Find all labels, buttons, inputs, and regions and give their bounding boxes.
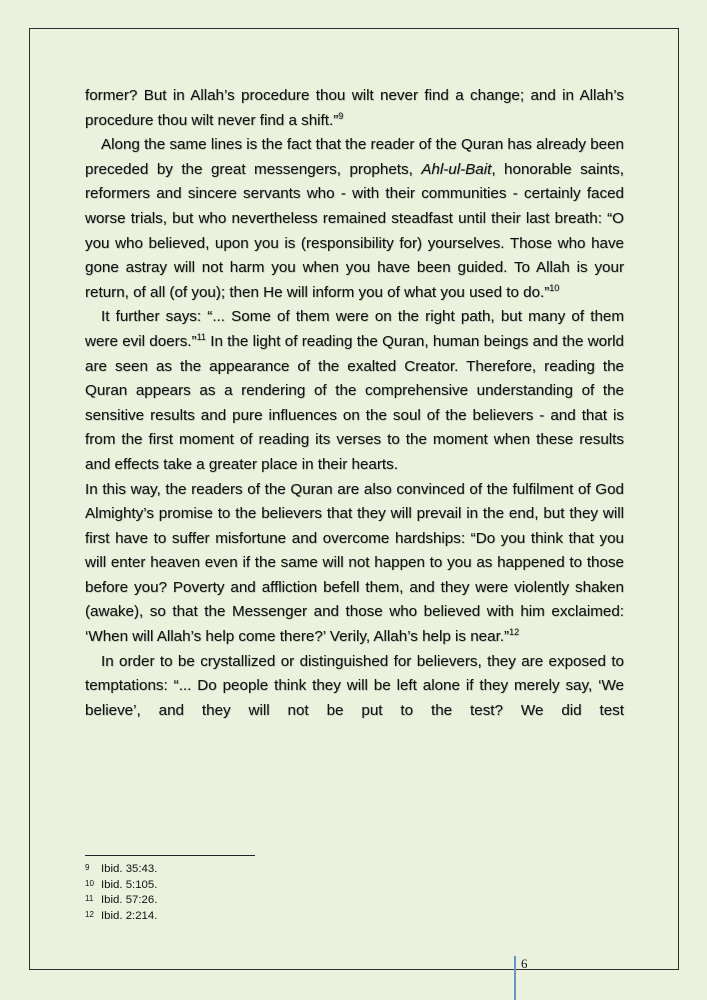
footnote-separator bbox=[85, 855, 255, 856]
footnotes bbox=[85, 862, 157, 924]
footnote-number: 9 bbox=[85, 863, 90, 872]
paragraph-5 bbox=[85, 650, 624, 724]
paragraph-4 bbox=[85, 478, 624, 650]
footnote-item bbox=[85, 893, 157, 909]
footnote-reference: 10 bbox=[549, 282, 560, 293]
footnote-text: Ibid. 57:26. bbox=[101, 894, 158, 906]
footnote-text: Ibid. 35:43. bbox=[101, 863, 158, 875]
body-text bbox=[85, 84, 624, 723]
paragraph-2 bbox=[85, 133, 624, 305]
text-segment: In order to be crystallized or distinguished for believers, they are exposed to temptations: “... Do people think they will be left alone if they merely say, ‘We believe’, and they will not be put to the test? We did test bbox=[85, 652, 624, 719]
footnote-text: Ibid. 2:214. bbox=[101, 909, 158, 922]
paragraph-3 bbox=[85, 305, 624, 477]
text-segment: , honorable saints, reformers and sincere servants who - with their communities - certainly faced worse trials, but who nevertheless remained steadfast until their last breath: “O you who believed, upon you is (responsibility for) yourselves. Those who have gone astray will not harm you when you have been guided. To Allah is your return, of all (of you); then He will inform you of what you used to do.” bbox=[85, 160, 624, 301]
footnote-reference: 9 bbox=[338, 110, 344, 121]
page-number-divider bbox=[514, 956, 516, 1000]
footnote-text: Ibid. 5:105. bbox=[101, 878, 158, 891]
footnote-reference: 12 bbox=[509, 627, 520, 638]
footnote-item bbox=[85, 909, 157, 925]
footnote-item bbox=[85, 878, 157, 894]
text-segment: In the light of reading the Quran, human beings and the world are seen as the appearance of the exalted Creator. Therefore, reading the Quran appears as a rendering of the comprehensive understanding of the sensitive results and pure influences on the soul of the believers - and that is from the first moment of reading its verses to the moment when these results and effects take a greater place in their hearts. bbox=[85, 332, 624, 473]
footnote-item bbox=[85, 862, 157, 878]
text-segment: It further says: “... Some of them were on the right path, but many of them were evil doers.” bbox=[85, 308, 624, 350]
footnote-number: 11 bbox=[85, 894, 94, 903]
footnote-reference: 11 bbox=[196, 331, 206, 342]
italic-term: Ahl-ul-Bait bbox=[421, 160, 492, 178]
text-segment: In this way, the readers of the Quran are also convinced of the fulfilment of God Almighty’s promise to the believers that they will prevail in the end, but they will first have to suffer misfortune and overcome hardships: “Do you think that you will enter heaven even if the same will not happen to you as happened to those before you? Poverty and affliction befell them, and they were violently shaken (awake), so that the Messenger and those who believed with him exclaimed: ‘When will Allah’s help come there?’ Verily, Allah’s help is near.” bbox=[85, 480, 624, 646]
paragraph-1 bbox=[85, 84, 624, 133]
text-segment: Along the same lines is the fact that the reader of the Quran has already been preceded by the great messengers, prophets, bbox=[85, 136, 624, 178]
footnote-number: 10 bbox=[85, 878, 94, 888]
footnote-number: 12 bbox=[85, 909, 94, 919]
page-number: 6 bbox=[521, 956, 528, 971]
text-segment: former? But in Allah’s procedure thou wilt never find a change; and in Allah’s procedure thou wilt never find a shift.” bbox=[85, 87, 624, 129]
